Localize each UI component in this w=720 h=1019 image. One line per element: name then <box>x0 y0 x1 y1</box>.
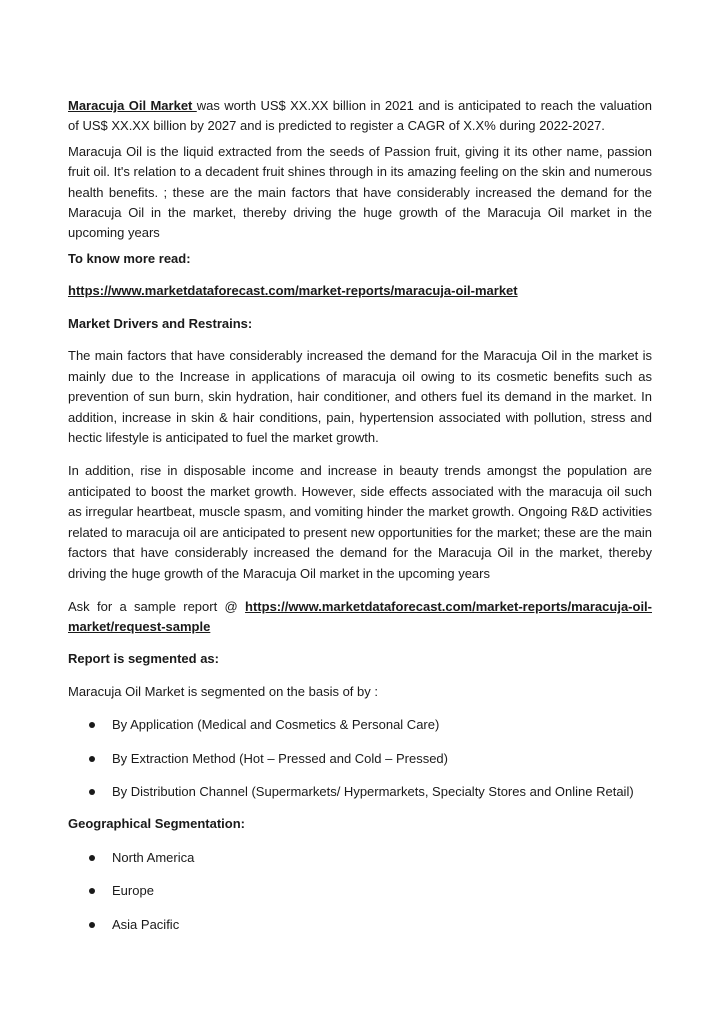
bullet-icon <box>89 756 95 762</box>
document-page <box>68 96 652 935</box>
bullet-icon <box>89 888 95 894</box>
list-item <box>68 715 652 735</box>
segmentation-heading: Report is segmented as: <box>68 651 219 667</box>
description-paragraph: Maracuja Oil is the liquid extracted from the seeds of Passion fruit, giving it its other name, passion fruit oil. It's relation to a decadent fruit shines through in its amazing feeling on the skin and numerous health benefits. ; these are the main factors that have considerably increased the demand for the Maracuja Oil in the market, thereby driving the huge growth of the Maracuja Oil market in the upcoming years <box>68 143 652 241</box>
market-title-link[interactable]: Maracuja Oil Market <box>68 98 197 113</box>
report-link[interactable]: https://www.marketdataforecast.com/market-reports/maracuja-oil-market <box>68 283 518 299</box>
segmentation-intro: Maracuja Oil Market is segmented on the basis of by : <box>68 683 378 699</box>
intro-text: was worth US$ XX.XX billion in 2021 and is anticipated to reach the valuation of US$ XX.XX billion by 2027 and is predicted to register a CAGR of X.X% during 2022-2027. <box>68 98 652 134</box>
sample-prefix: Ask for a sample report @ <box>68 598 246 614</box>
list-item-text: By Distribution Channel (Supermarkets/ Hypermarkets, Specialty Stores and Online Retail) <box>112 784 634 800</box>
segmentation-list <box>68 715 652 802</box>
list-item <box>68 848 652 868</box>
bullet-icon <box>89 922 95 928</box>
list-item <box>68 749 652 769</box>
know-more-heading: To know more read: <box>68 250 191 266</box>
list-item-text: By Extraction Method (Hot – Pressed and Cold – Pressed) <box>112 750 448 766</box>
geography-list <box>68 848 652 935</box>
drivers-paragraph-2: In addition, rise in disposable income and increase in beauty trends amongst the population are anticipated to boost the market growth. However, side effects associated with the maracuja oil such as irregular heartbeat, muscle spasm, and vomiting hinder the market growth. Ongoing R&D activities related to maracuja oil are anticipated to present new opportunities for the market; these are the main factors that have considerably increased the demand for the Maracuja Oil in the market, thereby driving the huge growth of the Maracuja Oil market in the upcoming years <box>68 463 652 581</box>
bullet-icon <box>89 855 95 861</box>
bullet-icon <box>89 789 95 795</box>
sample-link[interactable]: https://www.marketdataforecast.com/market-reports/maracuja-oil-market/request-sample <box>68 598 652 634</box>
list-item <box>68 782 652 802</box>
drivers-paragraph-1: The main factors that have considerably increased the demand for the Maracuja Oil in the market is mainly due to the Increase in applications of maracuja oil owing to its cosmetic benefits such as prevention of sun burn, skin hydration, hair conditioner, and others fuel its demand in the market. In addition, increase in skin & hair conditions, pain, hypertension associated with pollution, stress and hectic lifestyle is anticipated to fuel the market growth. <box>68 348 652 446</box>
list-item <box>68 881 652 901</box>
sample-paragraph <box>68 597 652 638</box>
list-item-text: North America <box>112 849 195 865</box>
list-item <box>68 915 652 935</box>
list-item-text: Europe <box>112 883 154 899</box>
bullet-icon <box>89 722 95 728</box>
list-item-text: By Application (Medical and Cosmetics & Personal Care) <box>112 717 440 733</box>
intro-paragraph <box>68 96 652 137</box>
geography-heading: Geographical Segmentation: <box>68 816 245 832</box>
list-item-text: Asia Pacific <box>112 916 180 932</box>
drivers-heading: Market Drivers and Restrains: <box>68 315 253 331</box>
